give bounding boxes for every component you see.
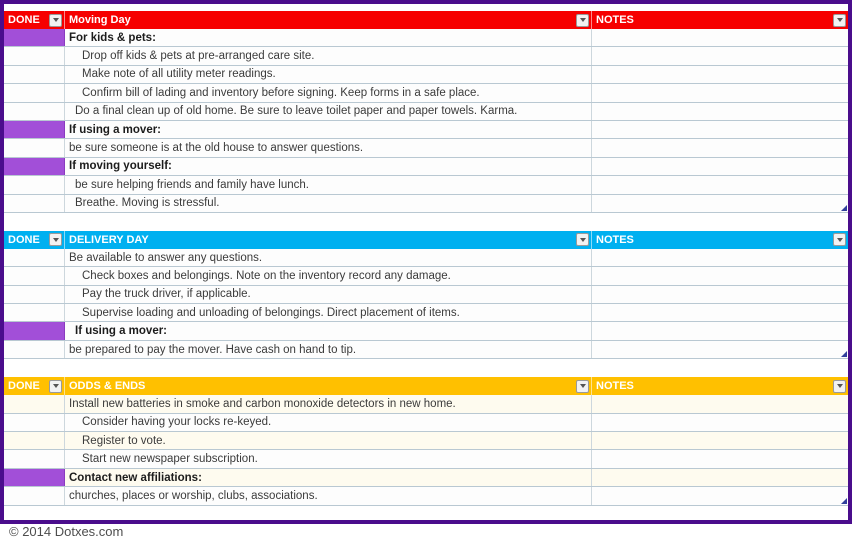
task-cell[interactable]: be prepared to pay the mover. Have cash on hand to tip. bbox=[65, 341, 592, 358]
checklist-row bbox=[4, 103, 848, 121]
table-delivery-day bbox=[4, 231, 848, 359]
task-cell[interactable]: Drop off kids & pets at pre-arranged care site. bbox=[65, 47, 592, 64]
notes-header-label: NOTES bbox=[596, 14, 634, 26]
notes-cell[interactable] bbox=[592, 432, 848, 449]
task-cell[interactable]: For kids & pets: bbox=[65, 29, 592, 46]
task-cell[interactable]: Supervise loading and unloading of belongings. Direct placement of items. bbox=[65, 304, 592, 321]
delivery-day-header-row bbox=[4, 231, 848, 249]
notes-cell[interactable] bbox=[592, 469, 848, 486]
checklist-row bbox=[4, 432, 848, 450]
copyright-text: © 2014 Dotxes.com bbox=[9, 524, 124, 540]
notes-cell[interactable] bbox=[592, 395, 848, 412]
odds-and-ends-header-row bbox=[4, 377, 848, 395]
filter-dropdown-icon bbox=[837, 384, 843, 388]
done-cell[interactable] bbox=[4, 29, 65, 46]
notes-cell[interactable] bbox=[592, 322, 848, 339]
section-title-header bbox=[65, 231, 592, 249]
checklist-row bbox=[4, 29, 848, 47]
checklist-row bbox=[4, 341, 848, 359]
done-cell[interactable] bbox=[4, 487, 65, 504]
task-cell[interactable]: Do a final clean up of old home. Be sure to leave toilet paper and paper towels. Karma. bbox=[65, 103, 592, 120]
checklist-row bbox=[4, 176, 848, 194]
filter-dropdown-icon bbox=[580, 384, 586, 388]
checklist-row bbox=[4, 47, 848, 65]
notes-header-label: NOTES bbox=[596, 380, 634, 393]
section-title: Moving Day bbox=[69, 14, 131, 26]
task-cell[interactable]: Register to vote. bbox=[65, 432, 592, 449]
task-cell[interactable]: Contact new affiliations: bbox=[65, 469, 592, 486]
task-cell[interactable]: Be available to answer any questions. bbox=[65, 249, 592, 266]
notes-header-label: NOTES bbox=[596, 233, 634, 246]
done-header bbox=[4, 377, 65, 395]
done-cell[interactable] bbox=[4, 267, 65, 284]
task-cell[interactable]: Install new batteries in smoke and carbon monoxide detectors in new home. bbox=[65, 395, 592, 412]
done-cell[interactable] bbox=[4, 249, 65, 266]
checklist-sheet bbox=[4, 4, 848, 540]
checklist-row bbox=[4, 267, 848, 285]
moving-day-header-row bbox=[4, 11, 848, 29]
filter-dropdown-button[interactable] bbox=[576, 380, 589, 393]
done-header-label: DONE bbox=[8, 380, 40, 393]
notes-cell[interactable] bbox=[592, 304, 848, 321]
table-moving-day bbox=[4, 11, 848, 213]
notes-cell[interactable] bbox=[592, 286, 848, 303]
checklist-row bbox=[4, 304, 848, 322]
notes-cell[interactable] bbox=[592, 341, 848, 358]
checklist-row bbox=[4, 139, 848, 157]
filter-dropdown-button[interactable] bbox=[833, 380, 846, 393]
done-cell[interactable] bbox=[4, 195, 65, 212]
delivery-day-rows bbox=[4, 249, 848, 359]
filter-dropdown-icon bbox=[837, 18, 843, 22]
task-cell[interactable]: churches, places or worship, clubs, associations. bbox=[65, 487, 592, 504]
checklist-row bbox=[4, 66, 848, 84]
done-cell[interactable] bbox=[4, 47, 65, 64]
checklist-row bbox=[4, 322, 848, 340]
checklist-row bbox=[4, 286, 848, 304]
filter-dropdown-button[interactable] bbox=[49, 380, 62, 393]
notes-cell[interactable] bbox=[592, 158, 848, 175]
done-header-label: DONE bbox=[8, 14, 40, 26]
notes-header bbox=[592, 377, 848, 395]
filter-dropdown-button[interactable] bbox=[833, 233, 846, 246]
filter-dropdown-button[interactable] bbox=[576, 233, 589, 246]
checklist-row bbox=[4, 395, 848, 413]
filter-dropdown-icon bbox=[53, 18, 59, 22]
done-cell[interactable] bbox=[4, 121, 65, 138]
notes-cell[interactable] bbox=[592, 176, 848, 193]
notes-header bbox=[592, 11, 848, 29]
done-cell[interactable] bbox=[4, 139, 65, 156]
notes-cell[interactable] bbox=[592, 249, 848, 266]
done-cell[interactable] bbox=[4, 158, 65, 175]
task-cell[interactable]: Breathe. Moving is stressful. bbox=[65, 195, 592, 212]
done-cell[interactable] bbox=[4, 395, 65, 412]
done-cell[interactable] bbox=[4, 322, 65, 339]
filter-dropdown-icon bbox=[53, 238, 59, 242]
checklist-row bbox=[4, 121, 848, 139]
notes-cell[interactable] bbox=[592, 84, 848, 101]
table-odds-and-ends bbox=[4, 377, 848, 505]
section-title-header bbox=[65, 377, 592, 395]
done-cell[interactable] bbox=[4, 304, 65, 321]
done-cell[interactable] bbox=[4, 414, 65, 431]
notes-cell[interactable] bbox=[592, 450, 848, 467]
task-cell[interactable]: Consider having your locks re-keyed. bbox=[65, 414, 592, 431]
section-title-header bbox=[65, 11, 592, 29]
filter-dropdown-button[interactable] bbox=[833, 14, 846, 27]
filter-dropdown-button[interactable] bbox=[49, 233, 62, 246]
notes-cell[interactable] bbox=[592, 139, 848, 156]
checklist-row bbox=[4, 414, 848, 432]
done-header bbox=[4, 11, 65, 29]
done-cell[interactable] bbox=[4, 469, 65, 486]
notes-cell[interactable] bbox=[592, 66, 848, 83]
done-cell[interactable] bbox=[4, 450, 65, 467]
task-cell[interactable]: Confirm bill of lading and inventory before signing. Keep forms in a safe place. bbox=[65, 84, 592, 101]
notes-cell[interactable] bbox=[592, 121, 848, 138]
task-cell[interactable]: Start new newspaper subscription. bbox=[65, 450, 592, 467]
notes-cell[interactable] bbox=[592, 103, 848, 120]
filter-dropdown-icon bbox=[580, 18, 586, 22]
section-title: DELIVERY DAY bbox=[69, 233, 149, 246]
notes-cell[interactable] bbox=[592, 487, 848, 504]
task-cell[interactable]: Pay the truck driver, if applicable. bbox=[65, 286, 592, 303]
table-resize-handle-icon[interactable] bbox=[841, 351, 847, 357]
checklist-row bbox=[4, 249, 848, 267]
notes-cell[interactable] bbox=[592, 195, 848, 212]
done-cell[interactable] bbox=[4, 286, 65, 303]
filter-dropdown-icon bbox=[580, 238, 586, 242]
notes-header bbox=[592, 231, 848, 249]
done-cell[interactable] bbox=[4, 176, 65, 193]
task-cell[interactable]: be sure someone is at the old house to answer questions. bbox=[65, 139, 592, 156]
table-resize-handle-icon[interactable] bbox=[841, 498, 847, 504]
filter-dropdown-button[interactable] bbox=[576, 14, 589, 27]
filter-dropdown-icon bbox=[837, 238, 843, 242]
notes-cell[interactable] bbox=[592, 47, 848, 64]
done-cell[interactable] bbox=[4, 66, 65, 83]
task-cell[interactable]: be sure helping friends and family have lunch. bbox=[65, 176, 592, 193]
done-cell[interactable] bbox=[4, 103, 65, 120]
filter-dropdown-button[interactable] bbox=[49, 14, 62, 27]
done-header-label: DONE bbox=[8, 233, 40, 246]
section-title: ODDS & ENDS bbox=[69, 380, 146, 393]
moving-day-rows bbox=[4, 29, 848, 213]
checklist-row bbox=[4, 195, 848, 213]
done-cell[interactable] bbox=[4, 84, 65, 101]
task-cell[interactable]: If using a mover: bbox=[65, 121, 592, 138]
odds-and-ends-rows bbox=[4, 395, 848, 505]
done-header bbox=[4, 231, 65, 249]
task-cell[interactable]: Make note of all utility meter readings. bbox=[65, 66, 592, 83]
done-cell[interactable] bbox=[4, 341, 65, 358]
filter-dropdown-icon bbox=[53, 384, 59, 388]
checklist-row bbox=[4, 84, 848, 102]
task-cell[interactable]: If moving yourself: bbox=[65, 158, 592, 175]
checklist-row bbox=[4, 469, 848, 487]
checklist-row bbox=[4, 158, 848, 176]
notes-cell[interactable] bbox=[592, 29, 848, 46]
notes-cell[interactable] bbox=[592, 414, 848, 431]
table-resize-handle-icon[interactable] bbox=[841, 205, 847, 211]
checklist-row bbox=[4, 450, 848, 468]
done-cell[interactable] bbox=[4, 432, 65, 449]
task-cell[interactable]: If using a mover: bbox=[65, 322, 592, 339]
checklist-row bbox=[4, 487, 848, 505]
task-cell[interactable]: Check boxes and belongings. Note on the inventory record any damage. bbox=[65, 267, 592, 284]
notes-cell[interactable] bbox=[592, 267, 848, 284]
